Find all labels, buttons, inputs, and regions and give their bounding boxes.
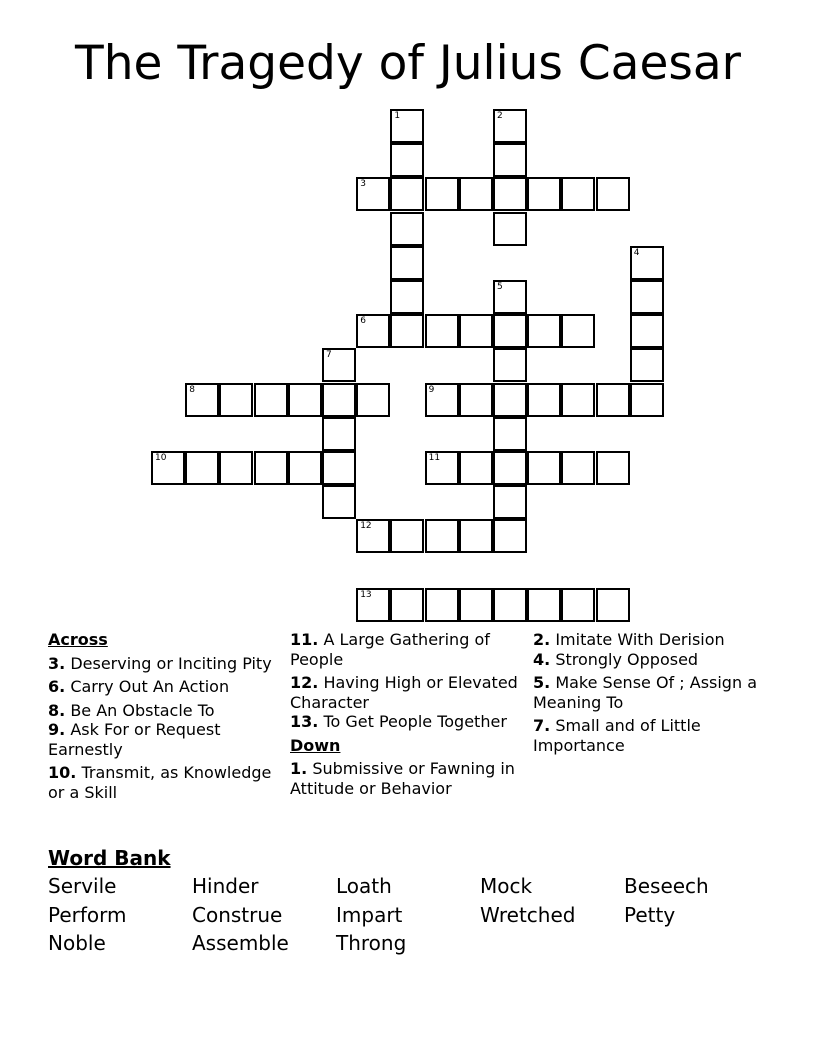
grid-cell[interactable] (288, 451, 322, 485)
clue-number: 2. (533, 630, 551, 649)
grid-cell[interactable] (390, 519, 424, 553)
puzzle-title: The Tragedy of Julius Caesar (75, 36, 741, 91)
clue-across-10 (48, 763, 278, 802)
clue-number-label: 5 (497, 282, 503, 292)
grid-cell[interactable] (493, 177, 527, 211)
clue-number: 9. (48, 720, 66, 739)
clues-column-3 (533, 630, 773, 759)
grid-cell[interactable] (459, 588, 493, 622)
grid-cell[interactable] (630, 348, 664, 382)
word-bank-item: Assemble (192, 931, 289, 955)
grid-cell[interactable] (356, 588, 390, 622)
grid-cell[interactable] (596, 451, 630, 485)
clue-down-2 (533, 630, 773, 650)
grid-cell[interactable] (390, 280, 424, 314)
grid-cell[interactable] (493, 485, 527, 519)
grid-cell[interactable] (561, 588, 595, 622)
clue-number-label: 8 (189, 384, 195, 395)
clue-number-label: 13 (360, 589, 372, 600)
word-bank-item: Noble (48, 931, 106, 955)
clue-across-11 (290, 630, 520, 669)
clue-across-9 (48, 720, 278, 759)
grid-cell[interactable] (254, 383, 288, 417)
clue-number: 11. (290, 630, 319, 649)
word-bank-title: Word Bank (48, 846, 171, 870)
grid-cell[interactable] (527, 588, 561, 622)
grid-cell[interactable] (630, 314, 664, 348)
clue-text: To Get People Together (323, 712, 507, 731)
grid-cell[interactable] (356, 383, 390, 417)
grid-cell[interactable] (459, 451, 493, 485)
word-bank-item: Perform (48, 902, 127, 927)
grid-cell[interactable] (493, 143, 527, 177)
clue-number-label: 4 (633, 247, 640, 258)
clue-text: Submissive or Fawning in Attitude or Behavior (290, 759, 515, 798)
clue-number-label: 9 (428, 384, 435, 395)
clue-across-8 (48, 701, 278, 721)
grid-cell[interactable] (493, 348, 527, 382)
grid-cell[interactable] (356, 177, 390, 211)
grid-cell[interactable] (596, 177, 630, 211)
clues-column-1 (48, 630, 278, 806)
word-bank-item: Hinder (192, 874, 259, 898)
clue-text: Ask For or Request Earnestly (48, 720, 221, 759)
grid-cell[interactable] (390, 246, 424, 280)
grid-cell[interactable] (561, 177, 595, 211)
grid-cell[interactable] (390, 314, 424, 348)
grid-cell[interactable] (561, 451, 595, 485)
clue-number: 13. (290, 712, 319, 731)
word-bank-item: Servile (48, 874, 117, 898)
grid-cell[interactable] (493, 280, 527, 314)
word-bank-item: Mock (480, 874, 533, 898)
clue-number-label: 10 (155, 453, 167, 463)
word-bank-item: Throng (336, 931, 407, 955)
grid-cell[interactable] (390, 109, 424, 143)
clue-text: Carry Out An Action (70, 677, 230, 696)
clue-number-label: 12 (360, 521, 372, 532)
grid-cell[interactable] (630, 280, 664, 314)
clue-text: Be An Obstacle To (70, 700, 215, 720)
clue-text: Imitate With Derision (555, 630, 725, 649)
grid-cell[interactable] (561, 314, 595, 348)
clue-number: 8. (48, 700, 66, 720)
grid-cell[interactable] (356, 314, 390, 348)
grid-cell[interactable] (493, 314, 527, 348)
grid-cell[interactable] (527, 383, 561, 417)
grid-cell[interactable] (185, 451, 219, 485)
grid-cell[interactable] (459, 177, 493, 211)
grid-cell[interactable] (390, 212, 424, 246)
word-bank-item: Wretched (480, 902, 576, 927)
clue-text: Small and of Little Importance (533, 716, 701, 755)
grid-cell[interactable] (459, 383, 493, 417)
grid-cell[interactable] (493, 383, 527, 417)
grid-cell[interactable] (425, 383, 459, 417)
clue-across-12 (290, 673, 520, 712)
clues-column-2 (290, 630, 520, 802)
grid-cell[interactable] (596, 383, 630, 417)
clue-text: Transmit, as Knowledge or a Skill (48, 763, 272, 802)
clue-number: 4. (533, 649, 551, 669)
word-bank-item: Impart (336, 902, 403, 927)
grid-cell[interactable] (493, 109, 527, 143)
grid-cell[interactable] (493, 519, 527, 553)
grid-cell[interactable] (390, 143, 424, 177)
grid-cell[interactable] (527, 451, 561, 485)
grid-cell[interactable] (459, 519, 493, 553)
clue-across-3 (48, 654, 278, 674)
grid-cell[interactable] (322, 417, 356, 451)
down-heading: Down (290, 735, 341, 755)
grid-cell[interactable] (254, 451, 288, 485)
clue-down-5 (533, 673, 773, 712)
clue-number: 5. (533, 673, 551, 692)
clue-across-6 (48, 677, 278, 697)
clue-number: 7. (533, 716, 551, 735)
clue-number-label: 11 (428, 453, 441, 463)
clue-number-label: 2 (497, 111, 503, 121)
grid-cell[interactable] (185, 383, 219, 417)
clue-number-label: 3 (360, 179, 366, 190)
clue-text: Deserving or Inciting Pity (70, 653, 272, 673)
grid-cell[interactable] (425, 519, 459, 553)
grid-cell[interactable] (493, 212, 527, 246)
clue-text: A Large Gathering of People (290, 630, 490, 669)
clue-number: 3. (48, 653, 66, 673)
grid-cell[interactable] (390, 588, 424, 622)
grid-cell[interactable] (630, 246, 664, 280)
grid-cell[interactable] (527, 314, 561, 348)
clue-number: 12. (290, 673, 319, 692)
grid-cell[interactable] (322, 383, 356, 417)
clue-number-label: 6 (360, 316, 366, 327)
clue-number: 10. (48, 763, 77, 782)
clue-number-label: 1 (394, 111, 401, 121)
grid-cell[interactable] (288, 383, 322, 417)
clue-number-label: 7 (326, 350, 332, 361)
grid-cell[interactable] (322, 451, 356, 485)
grid-cell[interactable] (630, 383, 664, 417)
clue-across-13 (290, 712, 520, 732)
word-bank-item: Loath (336, 874, 392, 898)
grid-cell[interactable] (151, 451, 185, 485)
grid-cell[interactable] (425, 314, 459, 348)
clue-number: 6. (48, 677, 66, 696)
grid-cell[interactable] (390, 177, 424, 211)
grid-cell[interactable] (493, 451, 527, 485)
grid-cell[interactable] (493, 417, 527, 451)
clue-text: Make Sense Of ; Assign a Meaning To (533, 673, 757, 712)
grid-cell[interactable] (425, 588, 459, 622)
grid-cell[interactable] (527, 177, 561, 211)
grid-cell[interactable] (561, 383, 595, 417)
clue-down-1 (290, 759, 520, 798)
across-heading: Across (48, 630, 108, 649)
grid-cell[interactable] (425, 177, 459, 211)
grid-cell[interactable] (219, 383, 253, 417)
clue-text: Having High or Elevated Character (290, 673, 518, 712)
clue-down-4 (533, 650, 773, 670)
grid-cell[interactable] (493, 588, 527, 622)
word-bank-item: Petty (624, 902, 676, 927)
clue-down-7 (533, 716, 773, 755)
grid-cell[interactable] (219, 451, 253, 485)
grid-cell[interactable] (356, 519, 390, 553)
grid-cell[interactable] (425, 451, 459, 485)
word-bank-item: Construe (192, 902, 283, 927)
clue-number: 1. (290, 759, 308, 778)
grid-cell[interactable] (459, 314, 493, 348)
grid-cell[interactable] (596, 588, 630, 622)
grid-cell[interactable] (322, 348, 356, 382)
grid-cell[interactable] (322, 485, 356, 519)
word-bank-item: Beseech (624, 874, 709, 898)
clue-text: Strongly Opposed (555, 649, 699, 669)
